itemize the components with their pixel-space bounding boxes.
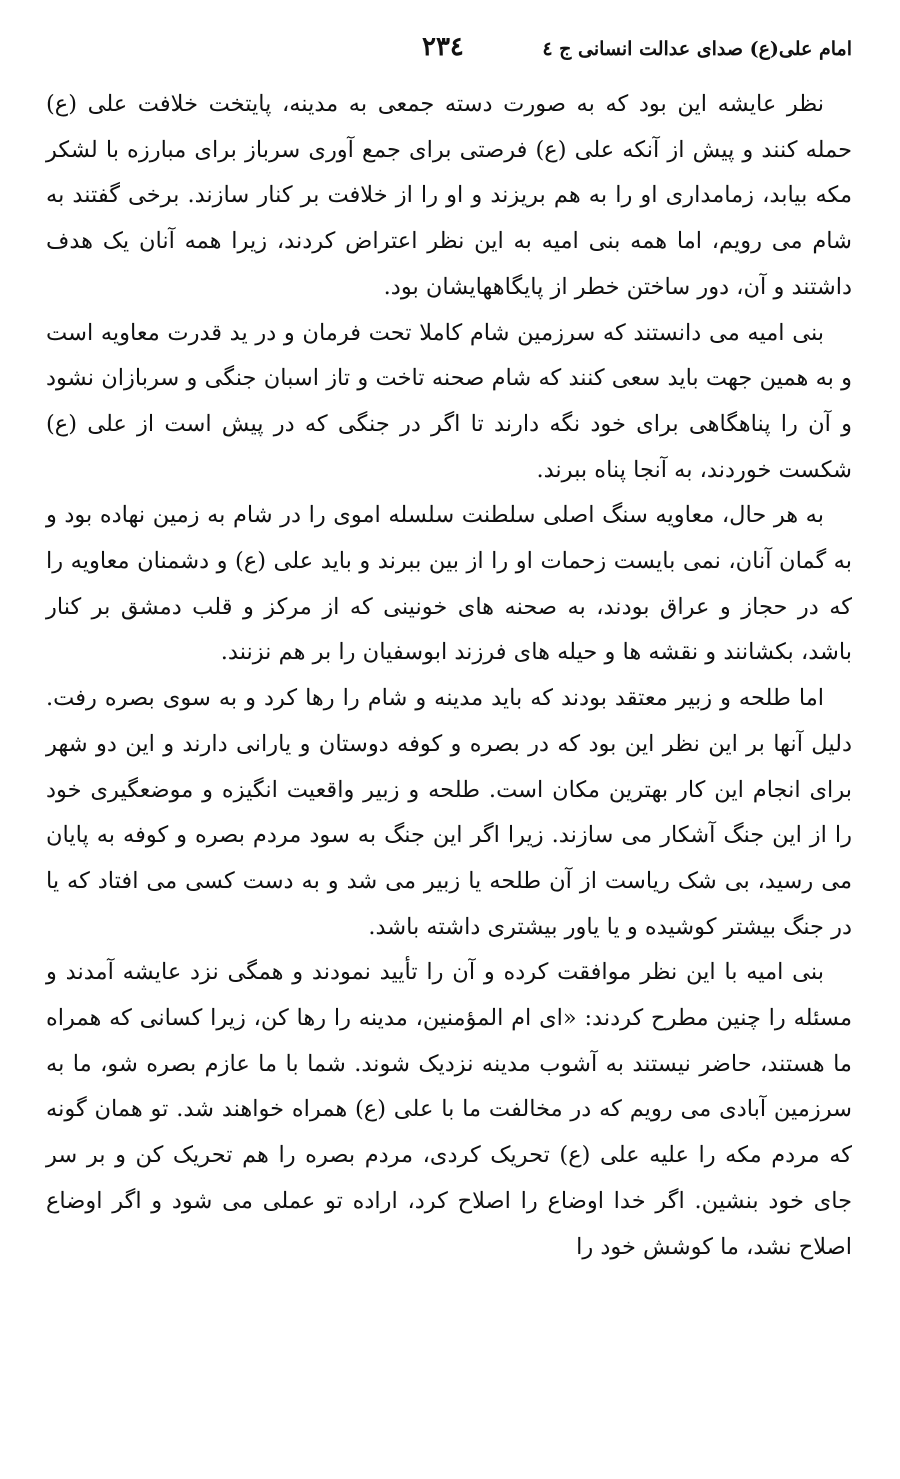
running-title: امام علی(ع) صدای عدالت انسانی ج ٤: [542, 38, 852, 60]
paragraph-1: نظر عایشه این بود که به صورت دسته جمعی به مدینه، پایتخت خلافت علی (ع) حمله کنند و پیش از آنکه علی (ع) فرصتی برای جمع آوری سرباز برای مبارزه با لشکر مکه بیابد، زمامداری او را به هم بریزند و او را از خلافت بر کنار سازند. برخی گفتند به شام می رویم، اما همه بنی امیه به این نظر اعتراض کردند، زیرا همه آنان یک هدف داشتند و آن، دور ساختن خطر از پایگاههایشان بود.: [46, 91, 852, 300]
paragraph-5: بنی امیه با این نظر موافقت کرده و آن را تأیید نمودند و همگی نزد عایشه آمدند و مسئله را چنین مطرح کردند: «ای ام المؤمنین، مدینه را رها کن، زیرا کسانی که همراه ما هستند، حاضر نیستند به آشوب مدینه نزدیک شوند. شما با ما عازم بصره شو، ما به سرزمین آبادی می رویم که در مخالفت ما با علی (ع) همراه خواهند شد. تو همان گونه که مردم مکه را علیه علی (ع) تحریک کردی، مردم بصره را هم تحریک کن و بر سر جای خود بنشین. اگر خدا اوضاع را اصلاح کرد، اراده تو عملی می شود و اگر اوضاع اصلاح نشد، ما کوشش خود را: [46, 959, 852, 1260]
page-number: ۲۳٤: [422, 32, 464, 62]
paragraph-3: به هر حال، معاویه سنگ اصلی سلطنت سلسله اموی را در شام به زمین نهاده بود و به گمان آنان، نمی بایست زحمات او را از بین ببرند و باید علی (ع) و دشمنان معاویه را که در حجاز و عراق بودند، به صحنه های خونینی که از مرکز و قلب دمشق بر کنار باشد، بکشانند و نقشه ها و حیله های فرزند ابوسفیان را بر هم نزنند.: [46, 502, 852, 666]
paragraph-2: بنی امیه می دانستند که سرزمین شام کاملا تحت فرمان و در ید قدرت معاویه است و به همین جهت باید سعی کنند که شام صحنه تاخت و تاز اسبان جنگی و سربازان نشود و آن را پناهگاهی برای خود نگه دارند تا اگر در جنگی که در پیش است از علی (ع) شکست خوردند، به آنجا پناه ببرند.: [46, 319, 852, 483]
body-text: [46, 82, 852, 1270]
paragraph-4: اما طلحه و زبیر معتقد بودند که باید مدینه و شام را رها کرد و به سوی بصره رفت. دلیل آنها بر این نظر این بود که در بصره و کوفه دوستان و یارانی دارند و این دو شهر برای انجام این کار بهترین مکان است. طلحه و زبیر واقعیت انگیزه و موضعگیری خود را از این جنگ آشکار می سازند. زیرا اگر این جنگ به سود مردم بصره و کوفه به پایان می رسید، بی شک ریاست از آن طلحه یا زبیر می شد و به دست کسی می افتاد که یا در جنگ بیشتر کوشیده و یا یاور بیشتری داشته باشد.: [46, 685, 852, 940]
page-header: [40, 30, 852, 70]
